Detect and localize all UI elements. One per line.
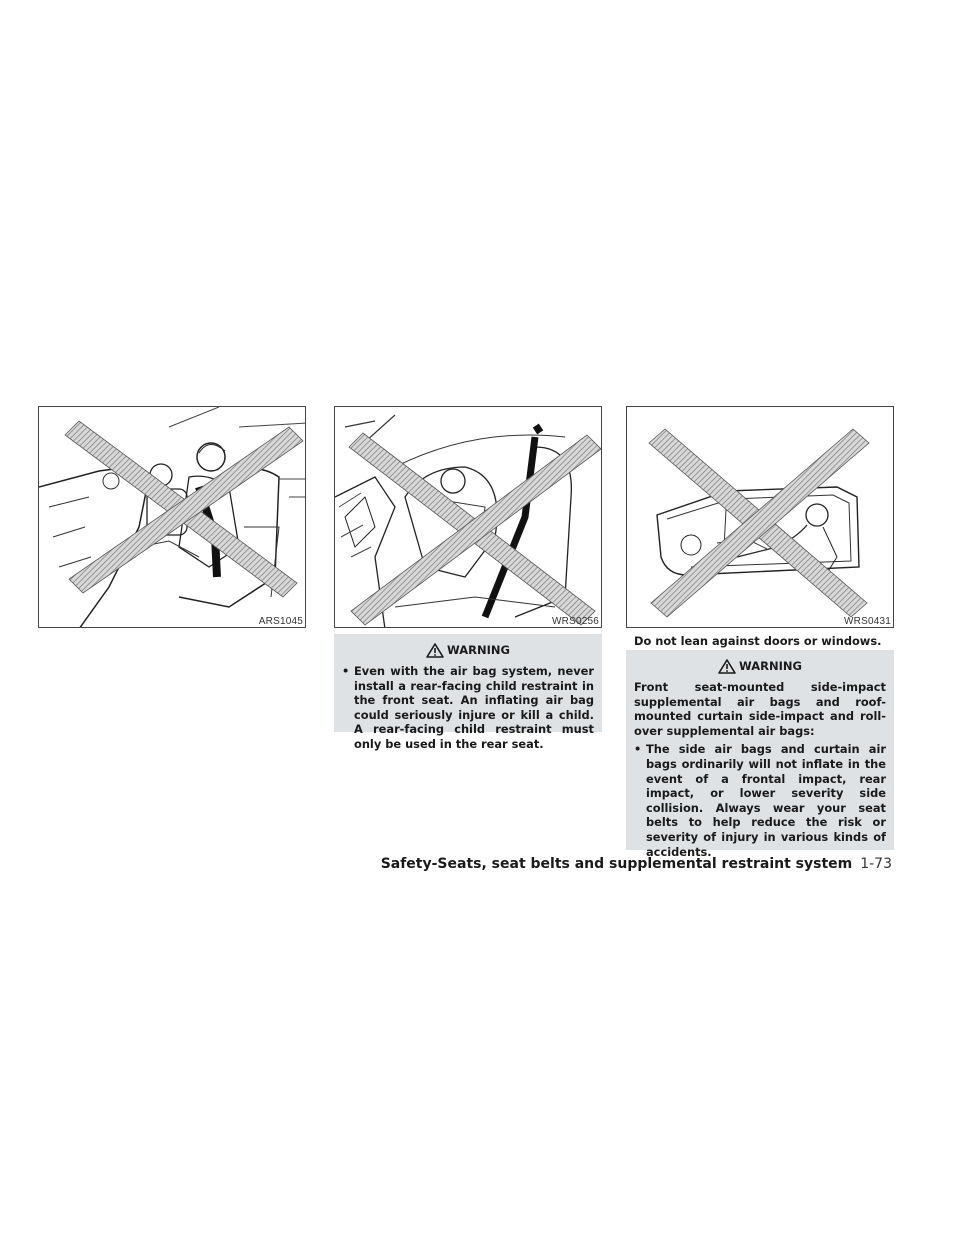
warning-text: The side air bags and curtain air bags ordinarily will not inflate in the event of a frontal impact, rear impact, or lower severity side collision. Always wear your seat belts to help reduce the risk or severity of injury in various kinds of accidents. [646,742,886,859]
warning-box-side-airbags [626,650,894,859]
warning-title: WARNING [739,659,802,673]
figure-code: WRS0256 [552,616,599,627]
warning-title: WARNING [447,643,510,657]
figure-caption: Do not lean against doors or windows. [634,634,882,648]
warning-box-front-seat [334,634,602,751]
figure-lean-on-window [626,406,894,628]
figure-child-seat-airbag [334,406,602,628]
warning-text: Even with the air bag system, never install a rear-facing child restraint in the front seat. An inflating air bag could seriously injure or kill a child. A rear-facing child restraint must only be used in the rear seat. [354,664,594,751]
bullet-marker: • [342,664,350,678]
page-footer [381,856,892,872]
figure-code: WRS0431 [844,616,891,627]
warning-icon [718,659,736,674]
warning-bullet [634,742,886,859]
warning-header [342,642,594,658]
warning-icon [426,643,444,658]
lean-window-illustration [627,407,894,628]
warning-bullet [342,664,594,752]
airbag-child-seat-illustration [335,407,602,628]
figure-rear-facing-child-seat [38,406,306,628]
rear-facing-seat-illustration [39,407,306,628]
warning-intro: Front seat-mounted side-impact supplemental air bags and roof-mounted curtain side-impact and roll-over supplemental air bags: [634,680,886,738]
section-title: Safety-Seats, seat belts and supplemental restraint system [380,856,853,872]
warning-header [634,658,886,674]
figure-code: ARS1045 [258,616,303,627]
bullet-marker: • [634,742,642,757]
page-number: 1-73 [860,856,892,872]
